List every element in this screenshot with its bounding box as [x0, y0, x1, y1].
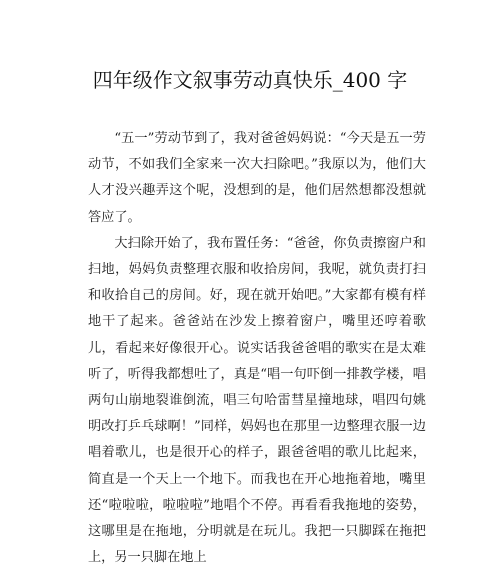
document-title: 四年级作文叙事劳动真快乐_400 字: [92, 68, 408, 92]
paragraph: 大扫除开始了，我布置任务：“爸爸，你负责擦窗户和扫地，妈妈负责整理衣服和收拾房间，我呢，就负责打扫和收拾自己的房间。好，现在就开始吧。”大家都有模有样地干了起来。爸爸站在沙发上擦着窗户，嘴里还哼着歌儿，看起来好像很开心。说实话我爸爸唱的歌实在是太难听了，听得我都想吐了，真是“唱一句吓倒一排教学楼，唱两句山崩地裂谁倒流，唱三句哈雷彗星撞地球，唱四句姚明改打乒乓球啊！”同样，妈妈也在那里一边整理衣服一边唱着歌儿，也是很开心的样子，跟爸爸唱的歌儿比起来，简直是一个天上一个地下。而我也在开心地拖着地，嘴里还“啦啦啦，啦啦啦”地唱个不停。再看看我拖地的姿势，这哪里是在拖地，分明就是在玩儿。我把一只脚踩在拖把上，另一只脚在地上: [88, 235, 426, 566]
document-body: [88, 126, 426, 571]
paragraph: “五一”劳动节到了，我对爸爸妈妈说：“今天是五一劳动节，不如我们全家来一次大扫除吧。”我原以为，他们大人才没兴趣弄这个呢，没想到的是，他们居然想都没想就答应了。: [88, 131, 426, 225]
